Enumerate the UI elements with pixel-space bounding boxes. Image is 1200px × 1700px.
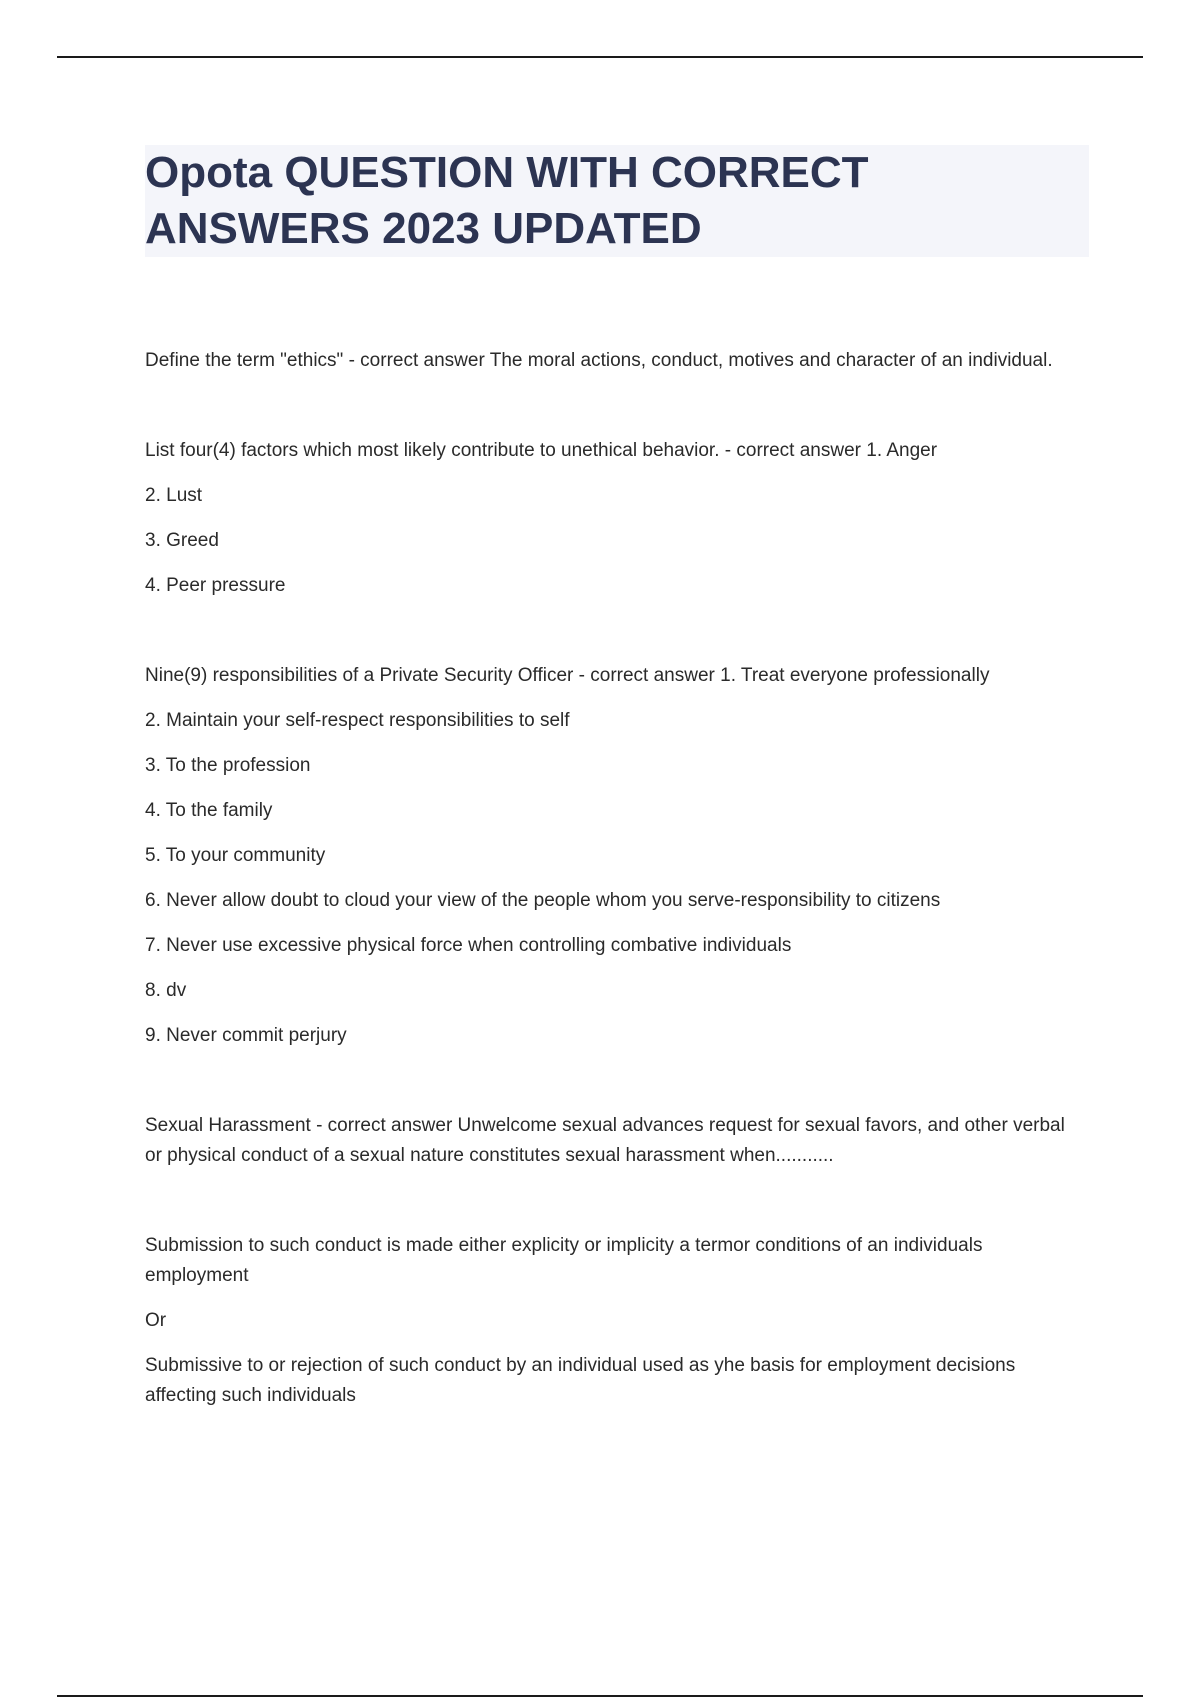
- qa-text: Define the term "ethics" - correct answer The moral actions, conduct, motives and character of an individual.: [145, 350, 1053, 371]
- list-item: 4. To the family: [145, 800, 273, 821]
- list-item: Submissive to or rejection of such conduct by an individual used as yhe basis for employment decisions affecting such individuals: [145, 1355, 1016, 1406]
- qa-question: Nine(9) responsibilities of a Private Security Officer - correct answer 1. Treat everyone professionally: [145, 665, 990, 686]
- document-title-line-2: ANSWERS 2023 UPDATED: [145, 204, 702, 253]
- bottom-divider: [57, 1695, 1143, 1697]
- qa-harassment-conditions: [145, 1231, 1075, 1411]
- document-title: [145, 145, 1045, 257]
- list-item: 4. Peer pressure: [145, 575, 286, 596]
- qa-officer-responsibilities: [145, 661, 1075, 1051]
- list-item: 9. Never commit perjury: [145, 1025, 347, 1046]
- list-item: 6. Never allow doubt to cloud your view of the people whom you serve-responsibility to citizens: [145, 890, 941, 911]
- list-item: 5. To your community: [145, 845, 326, 866]
- top-divider: [57, 56, 1143, 58]
- qa-question: List four(4) factors which most likely contribute to unethical behavior. - correct answer 1. Anger: [145, 440, 938, 461]
- qa-sexual-harassment: [145, 1111, 1075, 1171]
- list-item: 8. dv: [145, 980, 187, 1001]
- list-item: 3. To the profession: [145, 755, 311, 776]
- qa-ethics: [145, 346, 1075, 376]
- list-item: 3. Greed: [145, 530, 219, 551]
- qa-text: Sexual Harassment - correct answer Unwelcome sexual advances request for sexual favors, and other verbal or physical conduct of a sexual nature constitutes sexual harassment when...........: [145, 1115, 1065, 1166]
- qa-unethical-factors: [145, 436, 1075, 601]
- list-item: 7. Never use excessive physical force when controlling combative individuals: [145, 935, 792, 956]
- document-title-line-1: Opota QUESTION WITH CORRECT: [145, 148, 869, 197]
- list-item: 2. Maintain your self-respect responsibilities to self: [145, 710, 570, 731]
- document-body: [145, 346, 1075, 1411]
- list-item: 2. Lust: [145, 485, 203, 506]
- list-item: Or: [145, 1310, 167, 1331]
- list-item: Submission to such conduct is made either explicity or implicity a termor conditions of an individuals employment: [145, 1235, 983, 1286]
